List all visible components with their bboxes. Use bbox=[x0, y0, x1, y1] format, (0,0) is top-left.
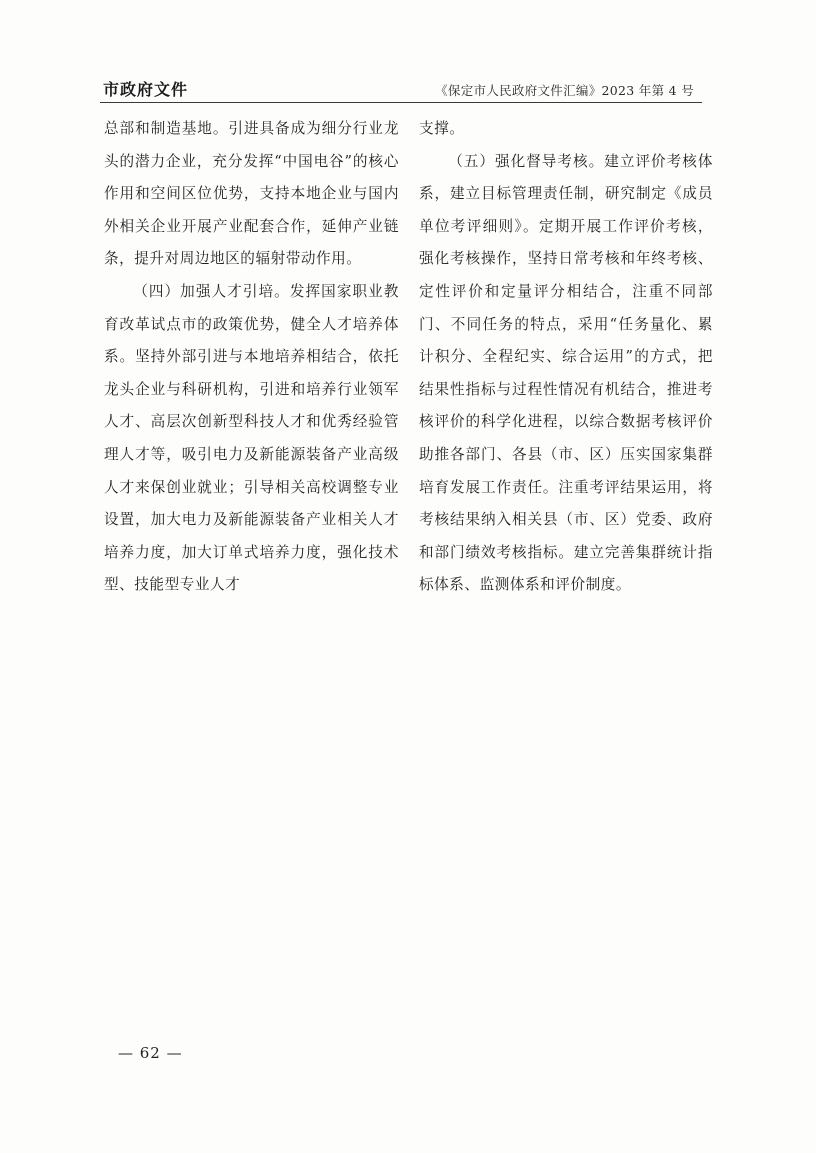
page-number: — 62 — bbox=[118, 1044, 183, 1062]
left-paragraph-talent: （四）加强人才引培。发挥国家职业教育改革试点市的政策优势，健全人才培养体系。坚持外部引进与本地培养相结合，依托龙头企业与科研机构，引进和培养行业领军人才、高层次创新型科技人才和优秀经验管理人才等，吸引电力及新能源装备产业高级人才来保创业就业；引导相关高校调整专业设置，加大电力及新能源装备产业相关人才培养力度，加大订单式培养力度，强化技术型、技能型专业人才 bbox=[104, 282, 399, 594]
left-text-column bbox=[104, 113, 399, 602]
header-divider bbox=[100, 102, 702, 103]
right-paragraph-supervision: （五）强化督导考核。建立评价考核体系，建立目标管理责任制，研究制定《成员单位考评细则》。定期开展工作评价考核，强化考核操作，坚持日常考核和年终考核、定性评价和定量评分相结合，注重不同部门、不同任务的特点，采用“任务量化、累计积分、全程纪实、综合运用”的方式，把结果性指标与过程性情况有机结合，推进考核评价的科学化进程，以综合数据考核评价助推各部门、各县（市、区）压实国家集群培育发展工作责任。注重考评结果运用，将考核结果纳入相关县（市、区）党委、政府和部门绩效考核指标。建立完善集群统计指标体系、监测体系和评价制度。 bbox=[419, 152, 713, 594]
left-paragraph-continued: 总部和制造基地。引进具备成为细分行业龙头的潜力企业，充分发挥“中国电谷”的核心作用和空间区位优势，支持本地企业与国内外相关企业开展产业配套合作，延伸产业链条，提升对周边地区的辐射带动作用。 bbox=[104, 120, 399, 268]
right-paragraph-continued: 支撑。 bbox=[419, 120, 465, 137]
header-section-title: 市政府文件 bbox=[103, 80, 189, 99]
header-publication-title: 《保定市人民政府文件汇编》2023 年第 4 号 bbox=[435, 83, 694, 98]
right-text-column bbox=[419, 113, 713, 602]
